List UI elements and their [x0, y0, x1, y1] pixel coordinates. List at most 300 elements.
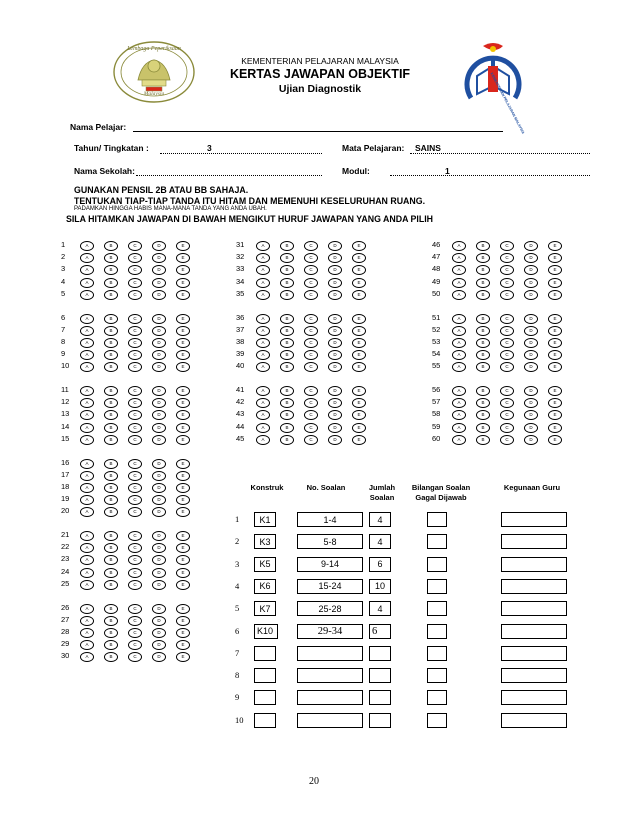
answer-bubble-12-d[interactable]: D — [152, 398, 166, 408]
answer-bubble-54-c[interactable]: C — [500, 350, 514, 360]
answer-bubble-20-b[interactable]: B — [104, 507, 118, 517]
answer-bubble-16-b[interactable]: B — [104, 459, 118, 469]
kegunaan-guru-input[interactable] — [501, 601, 567, 616]
answer-bubble-31-e[interactable]: E — [352, 241, 366, 251]
answer-bubble-32-c[interactable]: C — [304, 253, 318, 263]
answer-bubble-4-e[interactable]: E — [176, 278, 190, 288]
answer-bubble-3-a[interactable]: A — [80, 265, 94, 275]
answer-bubble-22-b[interactable]: B — [104, 543, 118, 553]
answer-bubble-10-c[interactable]: C — [128, 362, 142, 372]
answer-bubble-22-d[interactable]: D — [152, 543, 166, 553]
answer-bubble-29-b[interactable]: B — [104, 640, 118, 650]
answer-bubble-14-e[interactable]: E — [176, 423, 190, 433]
answer-bubble-27-b[interactable]: B — [104, 616, 118, 626]
answer-bubble-59-c[interactable]: C — [500, 423, 514, 433]
answer-bubble-3-c[interactable]: C — [128, 265, 142, 275]
answer-bubble-28-b[interactable]: B — [104, 628, 118, 638]
answer-bubble-23-c[interactable]: C — [128, 555, 142, 565]
answer-bubble-21-b[interactable]: B — [104, 531, 118, 541]
answer-bubble-35-a[interactable]: A — [256, 290, 270, 300]
answer-bubble-8-d[interactable]: D — [152, 338, 166, 348]
answer-bubble-55-e[interactable]: E — [548, 362, 562, 372]
answer-bubble-11-b[interactable]: B — [104, 386, 118, 396]
answer-bubble-9-e[interactable]: E — [176, 350, 190, 360]
answer-bubble-42-b[interactable]: B — [280, 398, 294, 408]
answer-bubble-35-e[interactable]: E — [352, 290, 366, 300]
answer-bubble-11-a[interactable]: A — [80, 386, 94, 396]
answer-bubble-52-a[interactable]: A — [452, 326, 466, 336]
answer-bubble-52-c[interactable]: C — [500, 326, 514, 336]
answer-bubble-48-d[interactable]: D — [524, 265, 538, 275]
answer-bubble-5-a[interactable]: A — [80, 290, 94, 300]
answer-bubble-20-e[interactable]: E — [176, 507, 190, 517]
bilangan-gagal-input[interactable] — [427, 557, 447, 572]
answer-bubble-29-a[interactable]: A — [80, 640, 94, 650]
answer-bubble-7-e[interactable]: E — [176, 326, 190, 336]
answer-bubble-18-a[interactable]: A — [80, 483, 94, 493]
answer-bubble-60-e[interactable]: E — [548, 435, 562, 445]
answer-bubble-1-e[interactable]: E — [176, 241, 190, 251]
answer-bubble-2-a[interactable]: A — [80, 253, 94, 263]
answer-bubble-28-d[interactable]: D — [152, 628, 166, 638]
answer-bubble-13-c[interactable]: C — [128, 410, 142, 420]
bilangan-gagal-input[interactable] — [427, 668, 447, 683]
answer-bubble-16-d[interactable]: D — [152, 459, 166, 469]
answer-bubble-42-c[interactable]: C — [304, 398, 318, 408]
answer-bubble-29-d[interactable]: D — [152, 640, 166, 650]
answer-bubble-60-b[interactable]: B — [476, 435, 490, 445]
answer-bubble-24-c[interactable]: C — [128, 568, 142, 578]
answer-bubble-9-a[interactable]: A — [80, 350, 94, 360]
answer-bubble-2-c[interactable]: C — [128, 253, 142, 263]
answer-bubble-42-d[interactable]: D — [328, 398, 342, 408]
bilangan-gagal-input[interactable] — [427, 690, 447, 705]
answer-bubble-7-c[interactable]: C — [128, 326, 142, 336]
answer-bubble-34-a[interactable]: A — [256, 278, 270, 288]
answer-bubble-43-b[interactable]: B — [280, 410, 294, 420]
answer-bubble-40-b[interactable]: B — [280, 362, 294, 372]
answer-bubble-26-b[interactable]: B — [104, 604, 118, 614]
answer-bubble-3-d[interactable]: D — [152, 265, 166, 275]
bilangan-gagal-input[interactable] — [427, 512, 447, 527]
answer-bubble-17-d[interactable]: D — [152, 471, 166, 481]
answer-bubble-24-e[interactable]: E — [176, 568, 190, 578]
answer-bubble-56-a[interactable]: A — [452, 386, 466, 396]
kegunaan-guru-input[interactable] — [501, 557, 567, 572]
answer-bubble-24-a[interactable]: A — [80, 568, 94, 578]
answer-bubble-9-d[interactable]: D — [152, 350, 166, 360]
answer-bubble-12-a[interactable]: A — [80, 398, 94, 408]
answer-bubble-34-c[interactable]: C — [304, 278, 318, 288]
answer-bubble-26-d[interactable]: D — [152, 604, 166, 614]
answer-bubble-50-e[interactable]: E — [548, 290, 562, 300]
answer-bubble-21-a[interactable]: A — [80, 531, 94, 541]
answer-bubble-11-d[interactable]: D — [152, 386, 166, 396]
answer-bubble-59-b[interactable]: B — [476, 423, 490, 433]
answer-bubble-40-d[interactable]: D — [328, 362, 342, 372]
answer-bubble-35-b[interactable]: B — [280, 290, 294, 300]
answer-bubble-20-a[interactable]: A — [80, 507, 94, 517]
answer-bubble-23-b[interactable]: B — [104, 555, 118, 565]
answer-bubble-45-a[interactable]: A — [256, 435, 270, 445]
answer-bubble-43-a[interactable]: A — [256, 410, 270, 420]
answer-bubble-52-e[interactable]: E — [548, 326, 562, 336]
answer-bubble-5-d[interactable]: D — [152, 290, 166, 300]
answer-bubble-1-a[interactable]: A — [80, 241, 94, 251]
kegunaan-guru-input[interactable] — [501, 534, 567, 549]
answer-bubble-44-e[interactable]: E — [352, 423, 366, 433]
answer-bubble-10-d[interactable]: D — [152, 362, 166, 372]
answer-bubble-45-d[interactable]: D — [328, 435, 342, 445]
answer-bubble-47-e[interactable]: E — [548, 253, 562, 263]
answer-bubble-48-c[interactable]: C — [500, 265, 514, 275]
answer-bubble-17-b[interactable]: B — [104, 471, 118, 481]
answer-bubble-33-d[interactable]: D — [328, 265, 342, 275]
answer-bubble-38-d[interactable]: D — [328, 338, 342, 348]
answer-bubble-17-c[interactable]: C — [128, 471, 142, 481]
answer-bubble-46-c[interactable]: C — [500, 241, 514, 251]
answer-bubble-3-e[interactable]: E — [176, 265, 190, 275]
answer-bubble-32-e[interactable]: E — [352, 253, 366, 263]
answer-bubble-12-c[interactable]: C — [128, 398, 142, 408]
answer-bubble-37-e[interactable]: E — [352, 326, 366, 336]
answer-bubble-53-b[interactable]: B — [476, 338, 490, 348]
answer-bubble-53-c[interactable]: C — [500, 338, 514, 348]
answer-bubble-54-d[interactable]: D — [524, 350, 538, 360]
answer-bubble-59-e[interactable]: E — [548, 423, 562, 433]
answer-bubble-57-d[interactable]: D — [524, 398, 538, 408]
answer-bubble-14-b[interactable]: B — [104, 423, 118, 433]
answer-bubble-44-b[interactable]: B — [280, 423, 294, 433]
answer-bubble-49-c[interactable]: C — [500, 278, 514, 288]
kegunaan-guru-input[interactable] — [501, 579, 567, 594]
answer-bubble-15-a[interactable]: A — [80, 435, 94, 445]
answer-bubble-51-c[interactable]: C — [500, 314, 514, 324]
answer-bubble-15-e[interactable]: E — [176, 435, 190, 445]
answer-bubble-39-a[interactable]: A — [256, 350, 270, 360]
answer-bubble-26-a[interactable]: A — [80, 604, 94, 614]
bilangan-gagal-input[interactable] — [427, 601, 447, 616]
answer-bubble-1-c[interactable]: C — [128, 241, 142, 251]
answer-bubble-8-a[interactable]: A — [80, 338, 94, 348]
bilangan-gagal-input[interactable] — [427, 624, 447, 639]
answer-bubble-17-e[interactable]: E — [176, 471, 190, 481]
answer-bubble-19-c[interactable]: C — [128, 495, 142, 505]
answer-bubble-14-a[interactable]: A — [80, 423, 94, 433]
answer-bubble-60-a[interactable]: A — [452, 435, 466, 445]
answer-bubble-34-b[interactable]: B — [280, 278, 294, 288]
answer-bubble-19-b[interactable]: B — [104, 495, 118, 505]
answer-bubble-17-a[interactable]: A — [80, 471, 94, 481]
answer-bubble-51-d[interactable]: D — [524, 314, 538, 324]
answer-bubble-28-a[interactable]: A — [80, 628, 94, 638]
answer-bubble-33-a[interactable]: A — [256, 265, 270, 275]
answer-bubble-58-e[interactable]: E — [548, 410, 562, 420]
answer-bubble-55-d[interactable]: D — [524, 362, 538, 372]
answer-bubble-18-c[interactable]: C — [128, 483, 142, 493]
answer-bubble-51-e[interactable]: E — [548, 314, 562, 324]
answer-bubble-18-e[interactable]: E — [176, 483, 190, 493]
answer-bubble-41-a[interactable]: A — [256, 386, 270, 396]
answer-bubble-41-c[interactable]: C — [304, 386, 318, 396]
answer-bubble-2-b[interactable]: B — [104, 253, 118, 263]
answer-bubble-46-a[interactable]: A — [452, 241, 466, 251]
answer-bubble-7-a[interactable]: A — [80, 326, 94, 336]
answer-bubble-40-a[interactable]: A — [256, 362, 270, 372]
kegunaan-guru-input[interactable] — [501, 646, 567, 661]
answer-bubble-37-c[interactable]: C — [304, 326, 318, 336]
answer-bubble-7-d[interactable]: D — [152, 326, 166, 336]
answer-bubble-36-d[interactable]: D — [328, 314, 342, 324]
answer-bubble-59-d[interactable]: D — [524, 423, 538, 433]
answer-bubble-16-e[interactable]: E — [176, 459, 190, 469]
answer-bubble-45-c[interactable]: C — [304, 435, 318, 445]
answer-bubble-39-c[interactable]: C — [304, 350, 318, 360]
answer-bubble-19-a[interactable]: A — [80, 495, 94, 505]
answer-bubble-6-c[interactable]: C — [128, 314, 142, 324]
answer-bubble-22-c[interactable]: C — [128, 543, 142, 553]
answer-bubble-57-a[interactable]: A — [452, 398, 466, 408]
tahun-field[interactable] — [160, 153, 322, 154]
nama-pelajar-field[interactable] — [133, 131, 503, 132]
answer-bubble-31-c[interactable]: C — [304, 241, 318, 251]
answer-bubble-2-e[interactable]: E — [176, 253, 190, 263]
answer-bubble-56-e[interactable]: E — [548, 386, 562, 396]
answer-bubble-42-e[interactable]: E — [352, 398, 366, 408]
bilangan-gagal-input[interactable] — [427, 534, 447, 549]
answer-bubble-28-e[interactable]: E — [176, 628, 190, 638]
answer-bubble-58-b[interactable]: B — [476, 410, 490, 420]
answer-bubble-56-d[interactable]: D — [524, 386, 538, 396]
answer-bubble-55-b[interactable]: B — [476, 362, 490, 372]
answer-bubble-1-b[interactable]: B — [104, 241, 118, 251]
answer-bubble-4-d[interactable]: D — [152, 278, 166, 288]
answer-bubble-12-e[interactable]: E — [176, 398, 190, 408]
answer-bubble-6-e[interactable]: E — [176, 314, 190, 324]
answer-bubble-8-b[interactable]: B — [104, 338, 118, 348]
answer-bubble-46-d[interactable]: D — [524, 241, 538, 251]
answer-bubble-23-a[interactable]: A — [80, 555, 94, 565]
answer-bubble-35-c[interactable]: C — [304, 290, 318, 300]
answer-bubble-5-b[interactable]: B — [104, 290, 118, 300]
answer-bubble-33-e[interactable]: E — [352, 265, 366, 275]
answer-bubble-20-d[interactable]: D — [152, 507, 166, 517]
answer-bubble-46-b[interactable]: B — [476, 241, 490, 251]
answer-bubble-53-a[interactable]: A — [452, 338, 466, 348]
answer-bubble-12-b[interactable]: B — [104, 398, 118, 408]
answer-bubble-31-b[interactable]: B — [280, 241, 294, 251]
kegunaan-guru-input[interactable] — [501, 624, 567, 639]
answer-bubble-45-b[interactable]: B — [280, 435, 294, 445]
answer-bubble-8-e[interactable]: E — [176, 338, 190, 348]
answer-bubble-59-a[interactable]: A — [452, 423, 466, 433]
answer-bubble-54-b[interactable]: B — [476, 350, 490, 360]
answer-bubble-30-a[interactable]: A — [80, 652, 94, 662]
answer-bubble-22-e[interactable]: E — [176, 543, 190, 553]
answer-bubble-8-c[interactable]: C — [128, 338, 142, 348]
answer-bubble-47-a[interactable]: A — [452, 253, 466, 263]
answer-bubble-33-c[interactable]: C — [304, 265, 318, 275]
answer-bubble-49-d[interactable]: D — [524, 278, 538, 288]
modul-field[interactable] — [390, 175, 590, 176]
answer-bubble-43-c[interactable]: C — [304, 410, 318, 420]
answer-bubble-14-d[interactable]: D — [152, 423, 166, 433]
answer-bubble-56-c[interactable]: C — [500, 386, 514, 396]
answer-bubble-39-e[interactable]: E — [352, 350, 366, 360]
answer-bubble-36-a[interactable]: A — [256, 314, 270, 324]
answer-bubble-36-c[interactable]: C — [304, 314, 318, 324]
answer-bubble-4-a[interactable]: A — [80, 278, 94, 288]
answer-bubble-6-d[interactable]: D — [152, 314, 166, 324]
answer-bubble-49-e[interactable]: E — [548, 278, 562, 288]
answer-bubble-24-b[interactable]: B — [104, 568, 118, 578]
answer-bubble-57-e[interactable]: E — [548, 398, 562, 408]
answer-bubble-11-c[interactable]: C — [128, 386, 142, 396]
answer-bubble-15-c[interactable]: C — [128, 435, 142, 445]
mata-pelajaran-field[interactable] — [410, 153, 590, 154]
answer-bubble-32-b[interactable]: B — [280, 253, 294, 263]
answer-bubble-13-a[interactable]: A — [80, 410, 94, 420]
answer-bubble-41-b[interactable]: B — [280, 386, 294, 396]
answer-bubble-47-d[interactable]: D — [524, 253, 538, 263]
answer-bubble-21-d[interactable]: D — [152, 531, 166, 541]
answer-bubble-45-e[interactable]: E — [352, 435, 366, 445]
answer-bubble-2-d[interactable]: D — [152, 253, 166, 263]
answer-bubble-23-d[interactable]: D — [152, 555, 166, 565]
answer-bubble-41-e[interactable]: E — [352, 386, 366, 396]
answer-bubble-36-b[interactable]: B — [280, 314, 294, 324]
bilangan-gagal-input[interactable] — [427, 646, 447, 661]
answer-bubble-4-c[interactable]: C — [128, 278, 142, 288]
answer-bubble-25-a[interactable]: A — [80, 580, 94, 590]
answer-bubble-37-a[interactable]: A — [256, 326, 270, 336]
answer-bubble-47-b[interactable]: B — [476, 253, 490, 263]
answer-bubble-48-b[interactable]: B — [476, 265, 490, 275]
answer-bubble-9-b[interactable]: B — [104, 350, 118, 360]
answer-bubble-40-c[interactable]: C — [304, 362, 318, 372]
answer-bubble-53-e[interactable]: E — [548, 338, 562, 348]
answer-bubble-32-d[interactable]: D — [328, 253, 342, 263]
answer-bubble-5-e[interactable]: E — [176, 290, 190, 300]
answer-bubble-10-e[interactable]: E — [176, 362, 190, 372]
answer-bubble-50-d[interactable]: D — [524, 290, 538, 300]
nama-sekolah-field[interactable] — [136, 175, 322, 176]
answer-bubble-33-b[interactable]: B — [280, 265, 294, 275]
answer-bubble-58-d[interactable]: D — [524, 410, 538, 420]
answer-bubble-30-b[interactable]: B — [104, 652, 118, 662]
answer-bubble-49-a[interactable]: A — [452, 278, 466, 288]
answer-bubble-47-c[interactable]: C — [500, 253, 514, 263]
answer-bubble-30-e[interactable]: E — [176, 652, 190, 662]
answer-bubble-41-d[interactable]: D — [328, 386, 342, 396]
answer-bubble-4-b[interactable]: B — [104, 278, 118, 288]
answer-bubble-51-b[interactable]: B — [476, 314, 490, 324]
answer-bubble-16-a[interactable]: A — [80, 459, 94, 469]
answer-bubble-50-a[interactable]: A — [452, 290, 466, 300]
answer-bubble-25-e[interactable]: E — [176, 580, 190, 590]
kegunaan-guru-input[interactable] — [501, 690, 567, 705]
answer-bubble-35-d[interactable]: D — [328, 290, 342, 300]
answer-bubble-39-b[interactable]: B — [280, 350, 294, 360]
answer-bubble-15-d[interactable]: D — [152, 435, 166, 445]
answer-bubble-19-e[interactable]: E — [176, 495, 190, 505]
answer-bubble-53-d[interactable]: D — [524, 338, 538, 348]
answer-bubble-50-c[interactable]: C — [500, 290, 514, 300]
answer-bubble-44-a[interactable]: A — [256, 423, 270, 433]
answer-bubble-6-a[interactable]: A — [80, 314, 94, 324]
answer-bubble-34-d[interactable]: D — [328, 278, 342, 288]
answer-bubble-34-e[interactable]: E — [352, 278, 366, 288]
answer-bubble-21-c[interactable]: C — [128, 531, 142, 541]
answer-bubble-50-b[interactable]: B — [476, 290, 490, 300]
answer-bubble-22-a[interactable]: A — [80, 543, 94, 553]
answer-bubble-58-a[interactable]: A — [452, 410, 466, 420]
answer-bubble-10-b[interactable]: B — [104, 362, 118, 372]
answer-bubble-13-b[interactable]: B — [104, 410, 118, 420]
answer-bubble-52-b[interactable]: B — [476, 326, 490, 336]
answer-bubble-24-d[interactable]: D — [152, 568, 166, 578]
answer-bubble-5-c[interactable]: C — [128, 290, 142, 300]
answer-bubble-39-d[interactable]: D — [328, 350, 342, 360]
answer-bubble-29-e[interactable]: E — [176, 640, 190, 650]
answer-bubble-57-b[interactable]: B — [476, 398, 490, 408]
answer-bubble-37-d[interactable]: D — [328, 326, 342, 336]
answer-bubble-56-b[interactable]: B — [476, 386, 490, 396]
answer-bubble-27-d[interactable]: D — [152, 616, 166, 626]
answer-bubble-48-e[interactable]: E — [548, 265, 562, 275]
answer-bubble-23-e[interactable]: E — [176, 555, 190, 565]
answer-bubble-13-e[interactable]: E — [176, 410, 190, 420]
answer-bubble-31-a[interactable]: A — [256, 241, 270, 251]
answer-bubble-6-b[interactable]: B — [104, 314, 118, 324]
answer-bubble-58-c[interactable]: C — [500, 410, 514, 420]
answer-bubble-26-c[interactable]: C — [128, 604, 142, 614]
answer-bubble-43-d[interactable]: D — [328, 410, 342, 420]
answer-bubble-30-c[interactable]: C — [128, 652, 142, 662]
answer-bubble-20-c[interactable]: C — [128, 507, 142, 517]
answer-bubble-13-d[interactable]: D — [152, 410, 166, 420]
answer-bubble-44-c[interactable]: C — [304, 423, 318, 433]
answer-bubble-44-d[interactable]: D — [328, 423, 342, 433]
answer-bubble-3-b[interactable]: B — [104, 265, 118, 275]
answer-bubble-25-b[interactable]: B — [104, 580, 118, 590]
answer-bubble-38-e[interactable]: E — [352, 338, 366, 348]
answer-bubble-40-e[interactable]: E — [352, 362, 366, 372]
answer-bubble-27-e[interactable]: E — [176, 616, 190, 626]
answer-bubble-29-c[interactable]: C — [128, 640, 142, 650]
bilangan-gagal-input[interactable] — [427, 713, 447, 728]
answer-bubble-9-c[interactable]: C — [128, 350, 142, 360]
answer-bubble-52-d[interactable]: D — [524, 326, 538, 336]
answer-bubble-18-d[interactable]: D — [152, 483, 166, 493]
answer-bubble-38-c[interactable]: C — [304, 338, 318, 348]
answer-bubble-55-a[interactable]: A — [452, 362, 466, 372]
answer-bubble-31-d[interactable]: D — [328, 241, 342, 251]
answer-bubble-54-e[interactable]: E — [548, 350, 562, 360]
answer-bubble-55-c[interactable]: C — [500, 362, 514, 372]
answer-bubble-25-d[interactable]: D — [152, 580, 166, 590]
answer-bubble-51-a[interactable]: A — [452, 314, 466, 324]
answer-bubble-43-e[interactable]: E — [352, 410, 366, 420]
answer-bubble-37-b[interactable]: B — [280, 326, 294, 336]
answer-bubble-38-b[interactable]: B — [280, 338, 294, 348]
answer-bubble-42-a[interactable]: A — [256, 398, 270, 408]
answer-bubble-46-e[interactable]: E — [548, 241, 562, 251]
bilangan-gagal-input[interactable] — [427, 579, 447, 594]
answer-bubble-38-a[interactable]: A — [256, 338, 270, 348]
answer-bubble-49-b[interactable]: B — [476, 278, 490, 288]
answer-bubble-7-b[interactable]: B — [104, 326, 118, 336]
